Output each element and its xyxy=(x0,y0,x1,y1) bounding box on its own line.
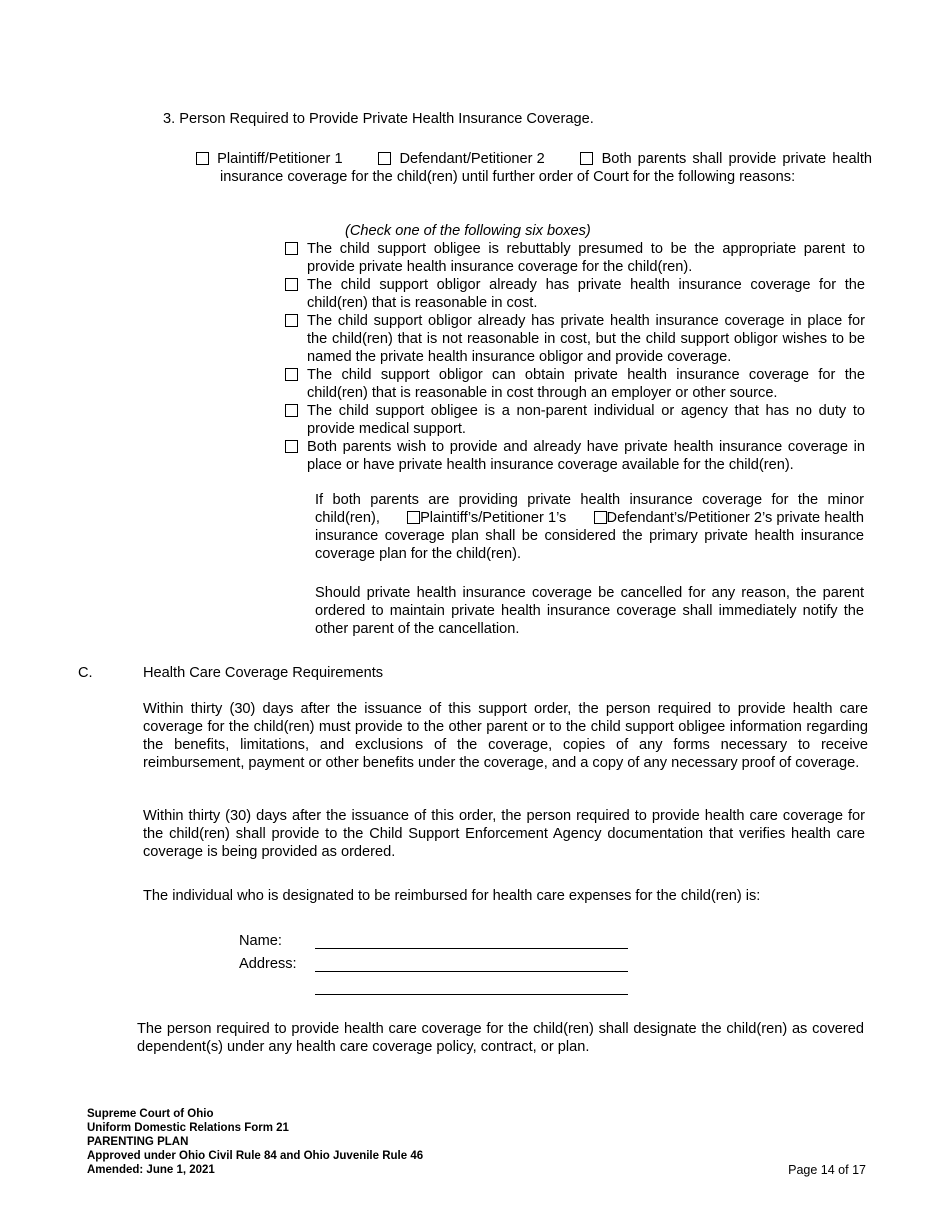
footer-plan: PARENTING PLAN xyxy=(87,1136,189,1148)
reason-option-2 xyxy=(285,276,865,312)
checkbox-plaintiff-petitioner-1[interactable] xyxy=(196,152,209,165)
footer-amended: Amended: June 1, 2021 xyxy=(87,1164,215,1176)
option-plaintiff-label: Plaintiff/Petitioner 1 xyxy=(217,151,343,167)
option-defendant-label: Defendant/Petitioner 2 xyxy=(399,151,545,167)
reason-text: The child support obligor can obtain private health insurance coverage for the child(ren) that is reasonable in cost through an employer or other source. xyxy=(307,367,865,401)
section-c-letter: C. xyxy=(78,665,93,681)
section-c-paragraph-3: The individual who is designated to be reimbursed for health care expenses for the child(ren) is: xyxy=(143,888,761,904)
primary-plaintiff-label: Plaintiff’s/Petitioner 1’s xyxy=(420,510,567,526)
footer-info xyxy=(87,1107,423,1177)
reason-option-1 xyxy=(285,240,865,276)
primary-plan-rest: insurance coverage plan shall be considered the primary private health insurance coverage plan for the child(ren). xyxy=(315,528,864,562)
address-field-line-1[interactable] xyxy=(315,971,628,972)
section-c-paragraph-1: Within thirty (30) days after the issuance of this support order, the person required to provide health care coverage for the child(ren) must provide to the other parent or to the child support obligee information regarding the benefits, limitations, and exclusions of the coverage, copies of any forms necessary to receive reimbursement, payment or other benefits under the coverage, and a copy of any necessary proof of coverage. xyxy=(143,701,868,771)
checkbox-primary-plaintiff[interactable] xyxy=(407,511,420,524)
address-label: Address: xyxy=(239,956,297,972)
section-c-title: Health Care Coverage Requirements xyxy=(143,665,384,681)
primary-plan-children: child(ren), xyxy=(315,510,380,526)
checkbox-reason-5[interactable] xyxy=(285,404,298,417)
reason-option-6 xyxy=(285,438,865,474)
section-c-paragraph-2: Within thirty (30) days after the issuance of this order, the person required to provide health care coverage for the child(ren) shall provide to the Child Support Enforcement Agency documentation that verifies health care coverage is being provided as ordered. xyxy=(143,808,865,860)
footer-form: Uniform Domestic Relations Form 21 xyxy=(87,1122,289,1134)
reason-text: Both parents wish to provide and already have private health insurance coverage in place or have private health insurance coverage available for the child(ren). xyxy=(307,439,865,473)
cancellation-paragraph: Should private health insurance coverage be cancelled for any reason, the parent ordered to maintain private health insurance coverage shall immediately notify the other parent of the cancellation. xyxy=(315,585,864,637)
reason-option-4 xyxy=(285,366,865,402)
reason-text: The child support obligor already has private health insurance coverage for the child(ren) that is reasonable in cost. xyxy=(307,277,865,311)
footer-court: Supreme Court of Ohio xyxy=(87,1108,214,1120)
name-field[interactable] xyxy=(315,948,628,949)
address-field-line-2[interactable] xyxy=(315,994,628,995)
section-3-heading xyxy=(163,110,594,128)
checkbox-primary-defendant[interactable] xyxy=(594,511,607,524)
primary-plan-paragraph xyxy=(315,491,864,563)
provider-options xyxy=(196,150,872,186)
reason-text: The child support obligee is rebuttably presumed to be the appropriate parent to provide private health insurance coverage for the child(ren). xyxy=(307,241,865,275)
checkbox-reason-3[interactable] xyxy=(285,314,298,327)
reason-text: The child support obligee is a non-parent individual or agency that has no duty to provide medical support. xyxy=(307,403,865,437)
section-c-paragraph-4: The person required to provide health care coverage for the child(ren) shall designate the child(ren) as covered dependent(s) under any health care coverage policy, contract, or plan. xyxy=(137,1021,864,1055)
checkbox-reason-1[interactable] xyxy=(285,242,298,255)
reason-option-3 xyxy=(285,312,865,366)
option-both-continued: insurance coverage for the child(ren) until further order of Court for the following reasons: xyxy=(220,169,796,185)
primary-defendant-label: Defendant’s/Petitioner 2’s private health xyxy=(606,510,864,526)
footer-approved: Approved under Ohio Civil Rule 84 and Ohio Juvenile Rule 46 xyxy=(87,1150,424,1162)
provider-options-line1 xyxy=(196,150,872,168)
checkbox-reason-2[interactable] xyxy=(285,278,298,291)
section-title: Person Required to Provide Private Health Insurance Coverage. xyxy=(179,111,594,127)
reason-text: The child support obligor already has private health insurance coverage in place for the child(ren) that is not reasonable in cost, but the child support obligor wishes to be named the private health insurance obligor and provide coverage. xyxy=(307,313,865,365)
primary-plan-line2 xyxy=(315,509,864,527)
checkbox-reason-6[interactable] xyxy=(285,440,298,453)
reason-option-5 xyxy=(285,402,865,438)
primary-plan-line1: If both parents are providing private health insurance coverage for the minor xyxy=(315,492,864,508)
checkbox-reason-4[interactable] xyxy=(285,368,298,381)
section-number: 3. xyxy=(163,111,176,127)
option-both-label: Both parents shall provide private health xyxy=(601,151,872,167)
check-instruction: (Check one of the following six boxes) xyxy=(345,223,591,239)
checkbox-both-parents[interactable] xyxy=(580,152,593,165)
page-number: Page 14 of 17 xyxy=(788,1163,866,1177)
name-label: Name: xyxy=(239,933,282,949)
checkbox-defendant-petitioner-2[interactable] xyxy=(378,152,391,165)
